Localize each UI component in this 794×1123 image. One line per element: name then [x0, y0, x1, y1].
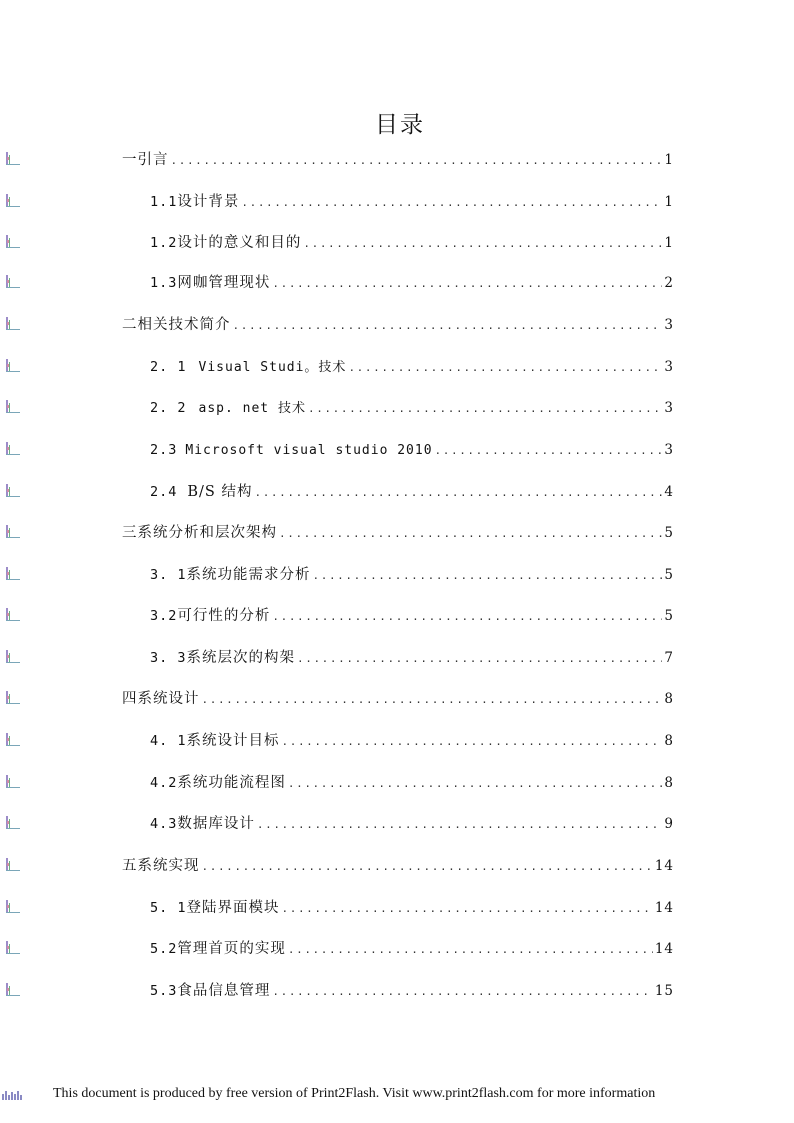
link-marker-icon[interactable]: [5, 359, 21, 373]
link-marker-icon[interactable]: [5, 442, 21, 456]
toc-entry[interactable]: [122, 521, 674, 545]
dot-leader: [202, 855, 653, 879]
section-number: 5.2: [150, 941, 178, 957]
page-number: 3: [664, 359, 674, 375]
section-title: 系统功能流程图: [177, 775, 286, 791]
page-number: 8: [664, 691, 674, 707]
dot-leader: [282, 730, 663, 754]
section-title: 管理首页的实现: [177, 941, 286, 957]
link-marker-icon[interactable]: [5, 152, 21, 166]
page-number: 14: [654, 900, 674, 916]
link-marker-icon[interactable]: [5, 194, 21, 208]
section-title: 食品信息管理: [177, 983, 271, 999]
link-marker-icon[interactable]: [5, 650, 21, 664]
section-number: 3.2: [150, 608, 178, 624]
toc-entry[interactable]: [150, 646, 674, 670]
dot-leader: [272, 980, 652, 1004]
dot-leader: [257, 813, 663, 837]
link-marker-icon[interactable]: [5, 858, 21, 872]
dot-leader: [171, 149, 663, 173]
link-marker-icon[interactable]: [5, 525, 21, 539]
link-marker-icon[interactable]: [5, 275, 21, 289]
page-number: 3: [664, 317, 674, 333]
toc-row: [0, 313, 794, 337]
page-number: 7: [664, 650, 674, 666]
section-number: 1.3: [150, 275, 178, 291]
toc-entry[interactable]: [150, 937, 674, 961]
page-number: 3: [664, 442, 674, 458]
section-number: 4. 1: [150, 733, 187, 749]
section-title: 网咖管理现状: [177, 275, 271, 291]
link-marker-icon[interactable]: [5, 733, 21, 747]
dot-leader: [279, 522, 662, 546]
link-marker-icon[interactable]: [5, 691, 21, 705]
toc-entry[interactable]: [150, 979, 674, 1003]
section-title: 系统层次的构架: [186, 650, 296, 666]
toc-row: [0, 438, 794, 462]
link-marker-icon[interactable]: [5, 900, 21, 914]
section-number: 2.3: [150, 442, 178, 458]
link-marker-icon[interactable]: [5, 235, 21, 249]
toc-entry[interactable]: [150, 604, 674, 628]
section-title: 数据库设计: [177, 816, 255, 832]
section-title: 登陆界面模块: [186, 900, 280, 916]
section-number: 2. 2: [150, 400, 187, 416]
section-title: Visual Studi。技术: [198, 360, 347, 375]
page-number: 8: [664, 733, 674, 749]
page-number: 4: [664, 484, 674, 500]
toc-entry[interactable]: [150, 480, 674, 504]
print2flash-logo-icon: [2, 1090, 24, 1100]
toc-row: [0, 148, 794, 172]
dot-leader: [254, 481, 662, 505]
page-number: 2: [664, 275, 674, 291]
toc-row: [0, 979, 794, 1003]
toc-row: [0, 812, 794, 836]
toc-entry[interactable]: [122, 687, 674, 711]
section-title: 系统功能需求分析: [186, 567, 311, 583]
toc-row: [0, 646, 794, 670]
section-number: 1.1: [150, 194, 178, 210]
toc-row: [0, 521, 794, 545]
page-number: 14: [654, 941, 674, 957]
toc-row: [0, 480, 794, 504]
toc-row: [0, 729, 794, 753]
dot-leader: [303, 232, 662, 256]
link-marker-icon[interactable]: [5, 400, 21, 414]
page-number: 15: [654, 983, 674, 999]
toc-title: 目录: [375, 112, 425, 138]
toc-row: [0, 896, 794, 920]
toc-row: [0, 604, 794, 628]
section-title: 设计的意义和目的: [177, 235, 302, 251]
dot-leader: [297, 647, 662, 671]
toc-entry[interactable]: [122, 148, 674, 172]
link-marker-icon[interactable]: [5, 567, 21, 581]
page-number: 14: [654, 858, 674, 874]
link-marker-icon[interactable]: [5, 317, 21, 331]
toc-entry[interactable]: [150, 231, 674, 255]
link-marker-icon[interactable]: [5, 484, 21, 498]
toc-entry[interactable]: [150, 563, 674, 587]
page-number: 1: [664, 152, 674, 168]
toc-row: [0, 396, 794, 420]
section-number: 3. 3: [150, 650, 187, 666]
section-title: 三系统分析和层次架构: [122, 525, 277, 541]
section-title: 可行性的分析: [177, 608, 271, 624]
dot-leader: [288, 772, 663, 796]
dot-leader: [272, 605, 662, 629]
section-number: 5. 1: [150, 900, 187, 916]
toc-entry[interactable]: [122, 313, 674, 337]
link-marker-icon[interactable]: [5, 941, 21, 955]
section-number: 4.2: [150, 775, 178, 791]
section-title: 五系统实现: [122, 858, 200, 874]
page-number: 8: [664, 775, 674, 791]
link-marker-icon[interactable]: [5, 983, 21, 997]
dot-leader: [241, 191, 662, 215]
toc-entry[interactable]: [150, 396, 674, 420]
page-number: 9: [664, 816, 674, 832]
section-title: Microsoft visual studio 2010: [185, 443, 433, 458]
dot-leader: [282, 897, 653, 921]
toc-entry[interactable]: [150, 729, 674, 753]
section-number: 1.2: [150, 235, 178, 251]
link-marker-icon[interactable]: [5, 775, 21, 789]
section-number: 5.3: [150, 983, 178, 999]
toc-row: [0, 231, 794, 255]
toc-entry[interactable]: [150, 271, 674, 295]
toc-row: [0, 271, 794, 295]
toc-row: [0, 854, 794, 878]
toc-entry[interactable]: [150, 355, 674, 379]
dot-leader: [308, 397, 662, 421]
section-title: 二相关技术简介: [122, 317, 231, 333]
toc-row: [0, 937, 794, 961]
toc-entry[interactable]: [150, 771, 674, 795]
dot-leader: [202, 688, 663, 712]
page-number: 5: [664, 525, 674, 541]
toc-entry[interactable]: [150, 190, 674, 214]
toc-row: [0, 355, 794, 379]
section-title: 一引言: [122, 152, 169, 168]
link-marker-icon[interactable]: [5, 608, 21, 622]
toc-entry[interactable]: [150, 438, 674, 462]
toc-row: [0, 190, 794, 214]
dot-leader: [348, 356, 662, 380]
link-marker-icon[interactable]: [5, 816, 21, 830]
section-title: B/S 结构: [187, 484, 253, 500]
dot-leader: [288, 938, 653, 962]
section-number: 3. 1: [150, 567, 187, 583]
page-number: 1: [664, 235, 674, 251]
section-number: 2.4: [150, 484, 178, 500]
toc-entry[interactable]: [122, 854, 674, 878]
dot-leader: [233, 314, 663, 338]
page-number: 5: [664, 608, 674, 624]
page-number: 3: [664, 400, 674, 416]
section-number: 2. 1: [150, 359, 187, 375]
toc-row: [0, 563, 794, 587]
section-title: 系统设计目标: [186, 733, 280, 749]
dot-leader: [272, 272, 662, 296]
footer: [0, 1086, 794, 1106]
section-title: 设计背景: [177, 194, 240, 210]
dot-leader: [435, 439, 663, 463]
toc-entry[interactable]: [150, 896, 674, 920]
toc-entry[interactable]: [150, 812, 674, 836]
dot-leader: [313, 564, 663, 588]
page-number: 1: [664, 194, 674, 210]
page-number: 5: [664, 567, 674, 583]
section-number: 4.3: [150, 816, 178, 832]
footer-notice: This document is produced by free version of Print2Flash. Visit www.print2flash.com for more information: [53, 1086, 656, 1101]
section-title: asp. net 技术: [198, 401, 306, 416]
toc-row: [0, 687, 794, 711]
toc-row: [0, 771, 794, 795]
section-title: 四系统设计: [122, 691, 200, 707]
